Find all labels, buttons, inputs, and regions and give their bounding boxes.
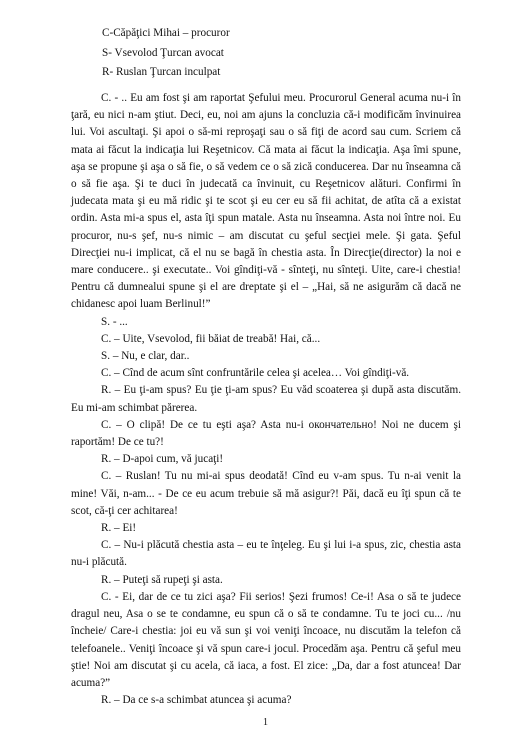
cast-list [102,24,230,83]
cast-entry-defendant: R- Ruslan Ţurcan inculpat [102,66,221,78]
transcript-paragraph: S. – Nu, e clar, dar.. [101,350,190,363]
transcript-paragraph: R. – Da ce s-a schimbat atuncea şi acuma? [101,694,292,707]
cast-entry-lawyer: S- Vsevolod Ţurcan avocat [102,46,224,59]
transcript-body [71,90,461,709]
transcript-paragraph: C. – Cînd de acum sînt confruntările celea şi acelea… Voi gîndiţi-vă. [101,367,410,380]
transcript-paragraph: R. – D-apoi cum, vă jucaţi! [101,453,224,466]
transcript-paragraph: C. - Ei, dar de ce tu zici aşa? Fii serios! Şezi frumos! Ce-i! Asa o să te judece dragul neu, Asa o se te condamne, eu spun că o să te condamne. Tu te joci cu... /nu încheie/ Care-i chestia: joi eu vă sun şi voi veniţi încoace, nu discutăm la telefon că telefoanele.. Veniţi încoace şi vă spun care-i jocul. Procedăm aşa. Pentru că şeful meu ştie! Noi am discutat şi cu acela, că iaca, a fost. El zice: „Da, dar a fost atuncea! Dar acuma?” [71,590,461,689]
transcript-paragraph: C. - .. Eu am fost şi am raportat Şefului meu. Procurorul General acuma nu-i în ţară, eu nici n-am ştiut. Deci, eu, noi am ajuns la concluzia că-i modificăm învinuirea lui. Voi ascultaţi. Şi apoi o să-mi reproşaţi sau o să fiţi de acord sau cum. Scriem că mata ai făcut la indicaţia lui Reşetnicov. Că mata ai făcut la indicaţia. Aşa îmi spune, aşa se propune şi aşa o să fie, o să vedem ce o să zică conducerea. Dar nu înseamna că o să fie aşa. Şi te duci în judecată ca învinuit, cu Reşetnicov alături. Confirmi în judecata mata şi eu mă ridic şi te scot şi eu cer eu să fii achitat, de atîta că a existat ordin. Asta mi-a spus el, asta îţi spun matale. Asta nu înseamna. Asta noi între noi. Eu procuror, nu-s şef, nu-s nimic – am discutat cu şeful secţiei mele. Şi gata. Şeful Direcţiei nu-i implicat, că el nu se bagă în chestia asta. În Direcţie(director) la noi e mare conducere.. şi executate.. Voi gîndiţi-vă - sînteţi, nu sînteţi. Uite, care-i chestia! Pentru că dumnealui spune şi el are dreptate şi el – „Hai, să ne asigurăm că dacă ne chidanesc apoi luam Berlinul!” [71,92,461,311]
transcript-paragraph: C. – Ruslan! Tu nu mi-ai spus deodată! Cînd eu v-am spus. Tu n-ai venit la mine! Văi, n-am... - De ce eu acum trebuie să mă asigur?! Păi, dacă eu îţi spun că te scot, că-ţi cer achitarea! [71,470,461,517]
transcript-paragraph: R. – Ei! [101,522,137,535]
page-number: 1 [263,717,268,728]
transcript-paragraph: R. – Eu ţi-am spus? Eu ţie ţi-am spus? Eu văd scoaterea şi după asta discutăm. Eu mi-am schimbat părerea. [71,384,461,414]
cast-entry-prosecutor: C-Căpăţici Mihai – procuror [102,27,230,39]
transcript-paragraph: C. – O clipă! De ce tu eşti aşa? Asta nu-i окончательно! Noi ne ducem şi raportăm! De ce tu?! [71,418,461,449]
transcript-paragraph: R. – Puteţi să rupeţi şi asta. [101,573,223,586]
transcript-paragraph: S. - ... [101,315,128,328]
transcript-paragraph: C. – Uite, Vsevolod, fii băiat de treabă! Hai, că... [101,332,321,345]
transcript-paragraph: C. – Nu-i plăcută chestia asta – eu te înţeleg. Eu şi lui i-a spus, zic, chestia asta nu-i plăcută. [71,539,461,569]
